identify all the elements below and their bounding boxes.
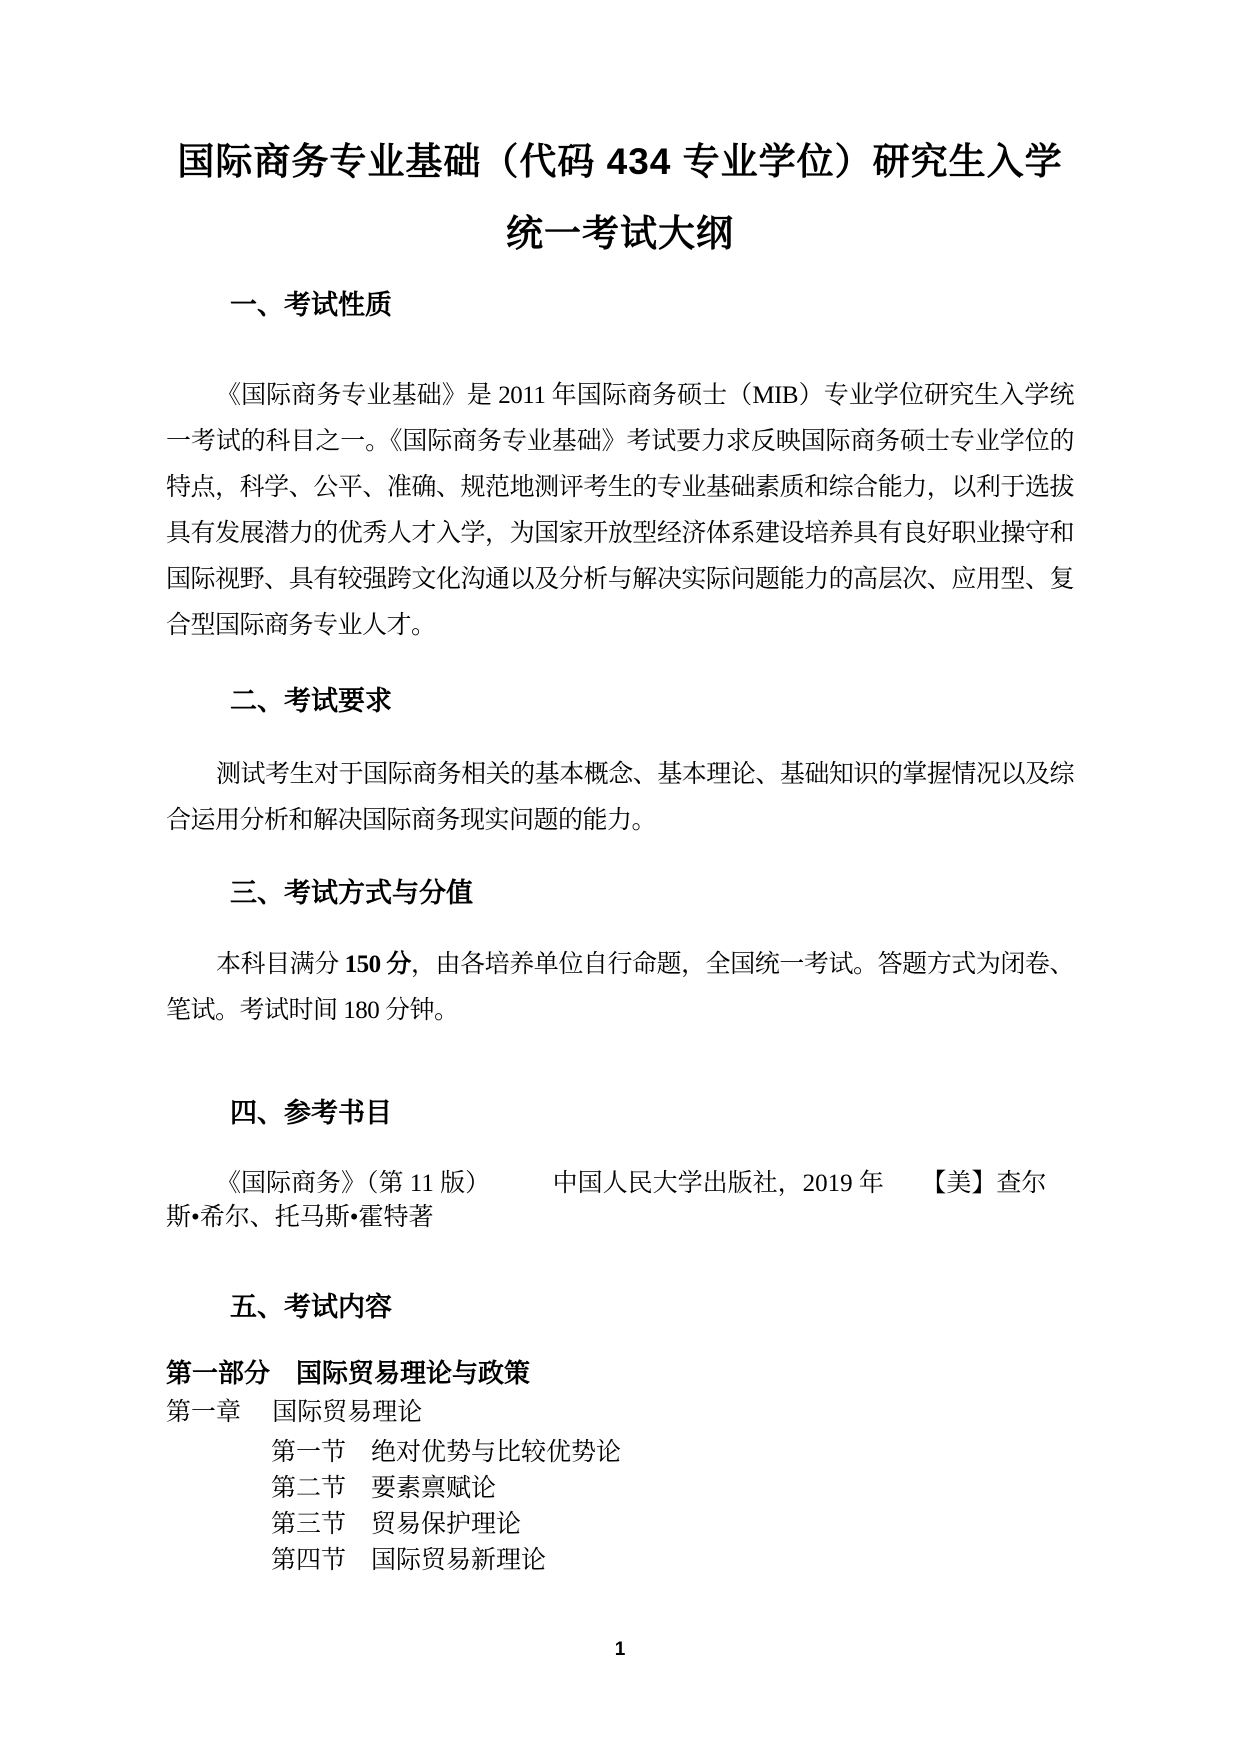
exam-format-text-post: ，由各培养单位自行命题，全国统一考试。答题方式为闭卷、笔试。考试时间 180 分钟。 — [166, 951, 1074, 1024]
reference-book-line-2: 斯•希尔、托马斯•霍特著 — [166, 1204, 434, 1231]
exam-nature-paragraph: 《国际商务专业基础》是 2011 年国际商务硕士（MIB）专业学位研究生入学统一考试的科目之一。《国际商务专业基础》考试要力求反映国际商务硕士专业学位的特点，科学、公平、准确、规范地测评考生的专业基础素质和综合能力，以利于选拔具有发展潜力的优秀人才入学，为国家开放型经济体系建设培养具有良好职业操守和国际视野、具有较强跨文化沟通以及分析与解决实际问题能力的高层次、应用型、复合型国际商务专业人才。 — [166, 382, 1074, 639]
section-heading-exam-content: 五、考试内容 — [230, 1292, 392, 1322]
exam-format-text-pre: 本科目满分 — [216, 951, 345, 978]
outline-section-item-4: 第四节 国际贸易新理论 — [271, 1547, 547, 1574]
outline-chapter-title: 第一章 国际贸易理论 — [166, 1399, 423, 1426]
outline-section-item-1: 第一节 绝对优势与比较优势论 — [271, 1439, 622, 1466]
outline-section-item-2: 第二节 要素禀赋论 — [271, 1475, 497, 1502]
document-title-line-1: 国际商务专业基础（代码 434 专业学位）研究生入学 — [177, 141, 1063, 182]
section-heading-reference-books: 四、参考书目 — [230, 1098, 392, 1128]
section-heading-exam-requirements: 二、考试要求 — [230, 686, 392, 716]
reference-book-line-1: 《国际商务》（第 11 版） 中国人民大学出版社，2019 年 【美】查尔 — [216, 1170, 1047, 1197]
section-heading-exam-format: 三、考试方式与分值 — [230, 878, 473, 908]
page-number: 1 — [614, 1639, 626, 1660]
exam-score-bold: 150 分 — [344, 951, 411, 978]
exam-format-paragraph — [166, 942, 1074, 1034]
section-heading-exam-nature: 一、考试性质 — [230, 290, 392, 320]
document-title-line-2: 统一考试大纲 — [506, 213, 734, 254]
outline-section-item-3: 第三节 贸易保护理论 — [271, 1511, 522, 1538]
reference-book-paragraph — [166, 1167, 1074, 1235]
document-title — [166, 126, 1074, 270]
outline-part-title: 第一部分 国际贸易理论与政策 — [166, 1358, 531, 1388]
outline-section-list — [166, 1435, 1074, 1579]
exam-requirements-paragraph: 测试考生对于国际商务相关的基本概念、基本理论、基础知识的掌握情况以及综合运用分析和解决国际商务现实问题的能力。 — [166, 761, 1074, 834]
